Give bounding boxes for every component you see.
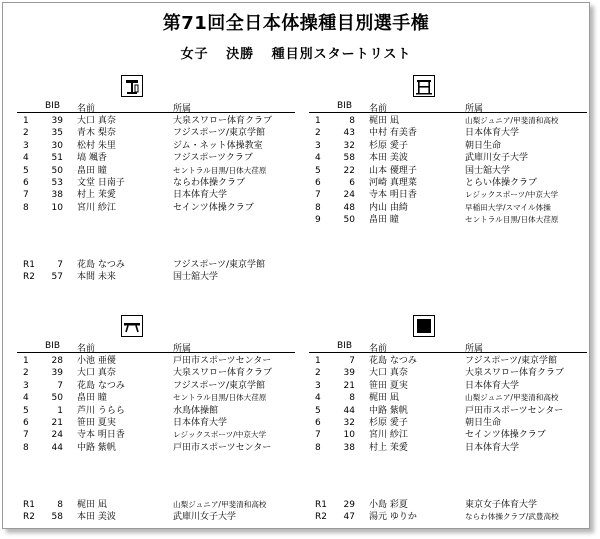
athlete-name: 本田 美波 [369,153,408,164]
start-order-list [309,355,587,454]
table-header [17,341,295,353]
team-name: 武庫川女子大学 [465,153,529,164]
bib-number: 35 [51,128,63,139]
team-name: セントラル目黒/日体大荏原 [173,393,267,403]
athlete-name: 畠田 瞳 [369,215,399,226]
start-order: 6 [315,177,321,188]
start-order: 4 [315,153,321,164]
start-row [17,355,295,367]
athlete-name: 本田 美波 [77,512,116,523]
bib-number: 38 [343,442,355,453]
bib-number: 30 [51,140,63,151]
start-order: 2 [23,368,29,379]
bib-number: 47 [343,512,355,523]
header-name: 名前 [77,104,96,114]
reserve-list [17,259,295,284]
team-name: 日本体育大学 [465,380,520,391]
team-name: 戸田市スポーツセンター [173,356,272,366]
bib-number: 7 [349,356,355,366]
bib-number: 58 [343,153,355,164]
team-name: レジックスポーツ/中京大学 [173,430,267,440]
team-name: 日本体育大学 [173,190,228,201]
athlete-name: 寺本 明日香 [369,190,417,201]
athlete-name: 中村 有美香 [369,128,417,139]
start-order: 8 [23,442,29,453]
reserve-row [17,499,295,511]
team-name: 山梨ジュニア/甲斐清和高校 [465,116,559,125]
bib-number: 10 [343,430,355,441]
reserve-rank: R2 [23,512,35,523]
bib-number: 32 [343,140,355,151]
team-name: 武庫川女子大学 [173,512,237,523]
athlete-name: 内山 由綺 [369,202,408,213]
team-name: 大泉スワロー体育クラブ [173,116,273,126]
reserve-row [17,271,295,283]
athlete-name: 花島 なつみ [77,260,125,270]
header-bib: BIB [45,101,61,111]
start-order: 6 [23,417,29,428]
start-order: 8 [23,202,29,213]
team-name: 日本体育大学 [465,128,520,139]
bib-number: 32 [343,417,355,428]
start-order: 7 [23,190,29,201]
start-order: 3 [315,380,321,391]
start-row [17,442,295,454]
start-order: 1 [315,116,321,126]
bib-number: 44 [51,442,63,453]
bib-number: 57 [51,272,63,283]
start-order: 3 [23,380,29,391]
bib-number: 8 [349,393,355,404]
bib-number: 44 [343,405,355,416]
uneven-bars-icon [413,75,435,97]
bib-number: 22 [343,165,355,176]
team-name: 水鳥体操館 [173,405,219,416]
header-team: 所属 [465,104,484,114]
floor-exercise-icon [413,315,435,337]
start-order: 6 [23,177,29,188]
team-name: 早稲田大学/スマイル体操 [465,202,551,212]
start-order: 5 [315,405,321,416]
start-row [309,405,587,417]
athlete-name: 松村 朱里 [77,140,116,151]
athlete-name: 笹田 夏実 [369,380,408,391]
athlete-name: 山本 優理子 [369,165,417,176]
start-row [17,152,295,164]
team-name: フジスポーツ/東京学館 [173,380,266,391]
start-row [309,442,587,454]
bib-number: 1 [57,405,63,416]
bib-number: 53 [51,177,63,188]
bib-number: 6 [349,177,355,188]
bib-number: 8 [57,500,63,510]
team-name: フジスポーツ/東京学館 [173,128,266,139]
athlete-name: 芦川 うらら [77,405,125,416]
start-row [17,115,295,127]
start-row [309,202,587,214]
header-team: 所属 [465,344,484,354]
athlete-name: 河崎 真理菜 [369,177,417,188]
start-order: 5 [23,405,29,416]
page-title: 第71回全日本体操種目別選手権 [162,13,430,34]
header-team: 所属 [173,104,192,114]
bib-number: 51 [51,153,63,164]
bib-number: 43 [343,128,355,139]
start-order: 2 [23,128,29,139]
athlete-name: 畠田 瞳 [77,393,107,404]
reserve-row [309,511,587,523]
start-order: 2 [315,368,321,379]
start-row [17,367,295,379]
reserve-rank: R2 [315,512,327,523]
team-name: フジスポーツクラブ [173,153,253,164]
start-row [17,429,295,441]
start-row [17,417,295,429]
athlete-name: 村上 茉愛 [77,190,116,201]
bib-number: 39 [51,116,63,126]
start-order-list [309,115,587,227]
team-name: 戸田市スポーツセンター [465,405,564,416]
start-row [309,355,587,367]
athlete-name: 杉原 愛子 [369,417,408,428]
start-order: 7 [23,430,29,441]
reserve-rank: R2 [23,272,35,283]
athlete-name: 湯元 ゆりか [369,512,417,523]
athlete-name: 青木 梨奈 [77,128,116,139]
athlete-name: 寺本 明日香 [77,430,125,441]
start-order: 7 [315,430,321,441]
start-row [17,140,295,152]
bib-number: 8 [349,116,355,126]
start-order: 3 [23,140,29,151]
team-name: 大泉スワロー体育クラブ [465,368,565,379]
team-name: とらい体操クラブ [465,177,538,188]
header-name: 名前 [369,104,388,114]
start-list-document [2,2,590,529]
team-name: ならわ体操クラブ/武豊高校 [465,512,559,522]
start-row [17,380,295,392]
athlete-name: 杉原 愛子 [369,140,408,151]
page-subtitle [3,43,589,62]
team-name: 朝日生命 [465,140,502,151]
team-name: フジスポーツ/東京学館 [465,356,558,366]
team-name: ジム・ネット体操教室 [173,140,263,151]
team-name: セントラル目黒/日体大荏原 [465,215,559,225]
bib-number: 39 [51,368,63,379]
athlete-name: 大口 真奈 [369,368,408,379]
start-order: 4 [23,153,29,164]
athlete-name: 梶田 凪 [77,500,107,510]
reserve-rank: R1 [315,500,327,510]
team-name: セインツ体操クラブ [465,430,546,441]
athlete-name: 畠田 瞳 [77,165,107,176]
vault-icon [121,75,143,97]
athlete-name: 宮川 紗江 [369,430,408,441]
start-row [309,177,587,189]
start-order: 1 [23,356,29,366]
start-row [309,367,587,379]
bib-number: 7 [57,380,63,391]
team-name: 戸田市スポーツセンター [173,442,272,453]
team-name: ならわ体操クラブ [173,177,246,188]
header-bib: BIB [45,341,61,351]
athlete-name: 文堂 日南子 [77,177,125,188]
bib-number: 50 [343,215,355,226]
table-header [17,101,295,113]
start-row [17,189,295,201]
header-bib: BIB [337,341,353,351]
start-order: 5 [23,165,29,176]
start-row [17,127,295,139]
reserve-rank: R1 [23,500,35,510]
start-order: 4 [315,393,321,404]
athlete-name: 小島 彩夏 [369,500,408,510]
athlete-name: 村上 茉愛 [369,442,408,453]
team-name: 山梨ジュニア/甲斐清和高校 [173,500,267,509]
athlete-name: 梶田 凪 [369,116,399,126]
start-row [309,214,587,226]
start-row [309,429,587,441]
team-name: 日本体育大学 [465,442,520,453]
athlete-name: 大口 真奈 [77,368,116,379]
team-name: 日本体育大学 [173,417,228,428]
start-row [309,115,587,127]
subtitle-list: 種目別スタートリスト [271,47,412,62]
start-order: 9 [315,215,321,226]
athlete-name: 小池 亜優 [77,356,116,366]
start-order: 1 [315,356,321,366]
start-row [309,380,587,392]
team-name: 国士舘大学 [173,272,219,283]
team-name: 山梨ジュニア/甲斐清和高校 [465,393,559,403]
header-name: 名前 [77,344,96,354]
start-row [309,417,587,429]
header-name: 名前 [369,344,388,354]
start-row [17,392,295,404]
bib-number: 28 [51,356,63,366]
athlete-name: 本間 未来 [77,272,116,283]
bib-number: 50 [51,393,63,404]
team-name: 大泉スワロー体育クラブ [173,368,273,379]
reserve-rank: R1 [23,260,35,270]
bib-number: 58 [51,512,63,523]
start-order: 3 [315,140,321,151]
reserve-list [309,499,587,524]
bib-number: 21 [343,380,355,391]
start-order: 4 [23,393,29,404]
start-row [309,152,587,164]
bib-number: 38 [51,190,63,201]
team-name: セントラル目黒/日体大荏原 [173,165,267,175]
bib-number: 10 [51,202,63,213]
start-row [17,405,295,417]
team-name: 国士舘大学 [465,165,511,176]
start-row [309,189,587,201]
team-name: セインツ体操クラブ [173,202,254,213]
start-order: 7 [315,190,321,201]
start-row [309,392,587,404]
athlete-name: 塙 颯香 [77,153,107,164]
start-row [309,165,587,177]
athlete-name: 宮川 紗江 [77,202,116,213]
subtitle-round: 決勝 [226,47,255,62]
reserve-row [17,259,295,271]
reserve-list [17,499,295,524]
start-order: 8 [315,202,321,213]
bib-number: 39 [343,368,355,379]
bib-number: 48 [343,202,355,213]
start-row [17,177,295,189]
balance-beam-icon [121,315,143,337]
bib-number: 50 [51,165,63,176]
athlete-name: 花島 なつみ [77,380,125,391]
bib-number: 21 [51,417,63,428]
start-order-list [17,115,295,214]
athlete-name: 中路 紫帆 [369,405,408,416]
athlete-name: 中路 紫帆 [77,442,116,453]
start-row [309,140,587,152]
start-row [17,165,295,177]
team-name: レジックスポーツ/中京大学 [465,190,559,200]
start-order: 8 [315,442,321,453]
bib-number: 29 [343,500,355,510]
start-order: 6 [315,417,321,428]
start-order: 1 [23,116,29,126]
bib-number: 24 [51,430,63,441]
header-bib: BIB [337,101,353,111]
team-name: 東京女子体育大学 [465,500,538,510]
team-name: 朝日生命 [465,417,502,428]
start-row [17,202,295,214]
start-order: 2 [315,128,321,139]
bib-number: 24 [343,190,355,201]
reserve-row [309,499,587,511]
subtitle-category: 女子 [180,47,209,62]
athlete-name: 梶田 凪 [369,393,399,404]
start-order-list [17,355,295,454]
athlete-name: 花島 なつみ [369,356,417,366]
athlete-name: 笹田 夏実 [77,417,116,428]
start-order: 5 [315,165,321,176]
table-header [309,101,587,113]
start-row [309,127,587,139]
table-header [309,341,587,353]
bib-number: 7 [57,260,63,270]
reserve-row [17,511,295,523]
header-team: 所属 [173,344,192,354]
team-name: フジスポーツ/東京学館 [173,260,266,270]
athlete-name: 大口 真奈 [77,116,116,126]
